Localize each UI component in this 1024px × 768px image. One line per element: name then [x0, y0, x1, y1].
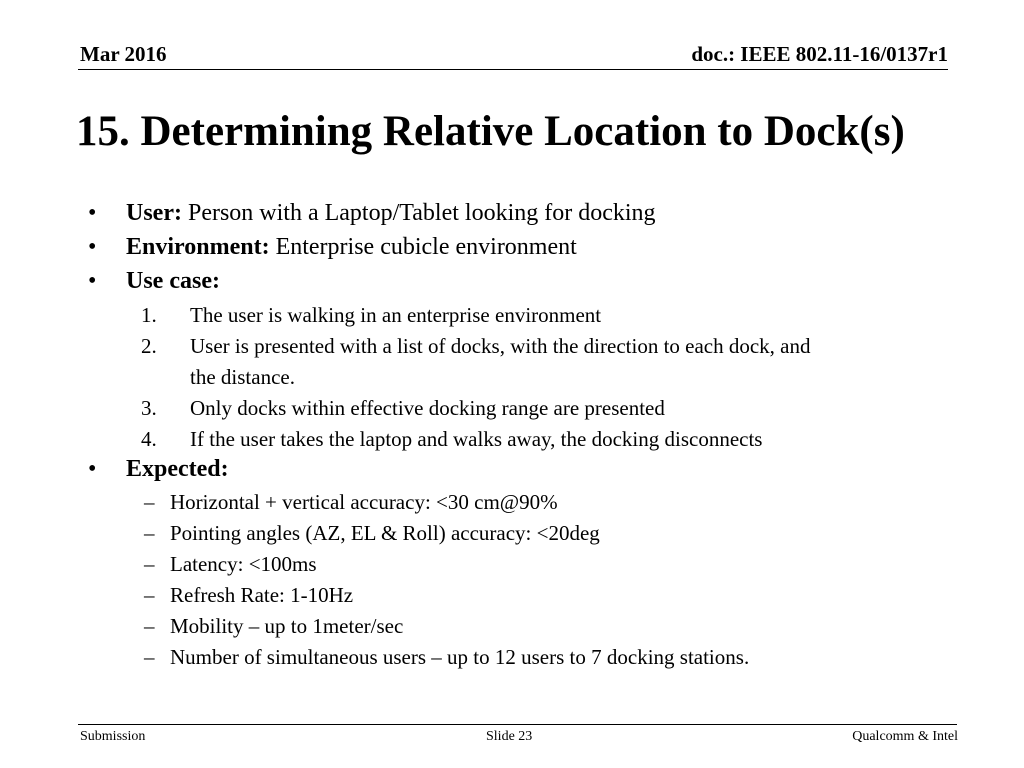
dash-icon: – [144, 614, 155, 638]
step-number: 3. [141, 396, 157, 420]
expected-text: Pointing angles (AZ, EL & Roll) accuracy: <20deg [170, 521, 600, 545]
expected-text: Latency: <100ms [170, 552, 317, 576]
step-text: Only docks within effective docking range are presented [190, 396, 665, 420]
step-text: The user is walking in an enterprise environment [190, 303, 602, 327]
step-number: 2. [141, 334, 157, 358]
footer-submission: Submission [80, 729, 146, 744]
bullet-label: Use case: [126, 268, 220, 294]
bullet-icon: • [88, 456, 97, 482]
bullet-text: Person with a Laptop/Tablet looking for docking [181, 200, 656, 226]
expected-text: Horizontal + vertical accuracy: <30 cm@90% [170, 490, 558, 514]
bullet-icon: • [88, 200, 97, 226]
dash-icon: – [144, 583, 155, 607]
dash-icon: – [144, 521, 155, 545]
footer-slide-number: Slide 23 [486, 729, 533, 744]
step-text: the distance. [190, 365, 295, 389]
bullet-label: Expected: [126, 456, 229, 482]
header-doc-id: doc.: IEEE 802.11-16/0137r1 [691, 42, 948, 66]
dash-icon: – [144, 490, 155, 514]
dash-icon: – [144, 645, 155, 669]
expected-text: Refresh Rate: 1-10Hz [170, 583, 354, 607]
header-divider [78, 69, 948, 70]
step-text: User is presented with a list of docks, with the direction to each dock, and [190, 334, 811, 358]
bullet-icon: • [88, 268, 97, 294]
footer-authors: Qualcomm & Intel [852, 729, 958, 744]
dash-icon: – [144, 552, 155, 576]
slide-title: 15. Determining Relative Location to Dock(s) [76, 108, 905, 155]
header-date: Mar 2016 [80, 42, 167, 66]
step-text: If the user takes the laptop and walks away, the docking disconnects [190, 427, 763, 451]
bullet-text: Enterprise cubicle environment [269, 234, 577, 260]
bullet-icon: • [88, 234, 97, 260]
bullet-label: User: [126, 200, 182, 226]
footer-divider [78, 724, 957, 725]
expected-text: Number of simultaneous users – up to 12 users to 7 docking stations. [170, 645, 750, 669]
step-number: 4. [141, 427, 157, 451]
bullet-label: Environment: [126, 234, 270, 260]
expected-text: Mobility – up to 1meter/sec [170, 614, 404, 638]
step-number: 1. [141, 303, 157, 327]
